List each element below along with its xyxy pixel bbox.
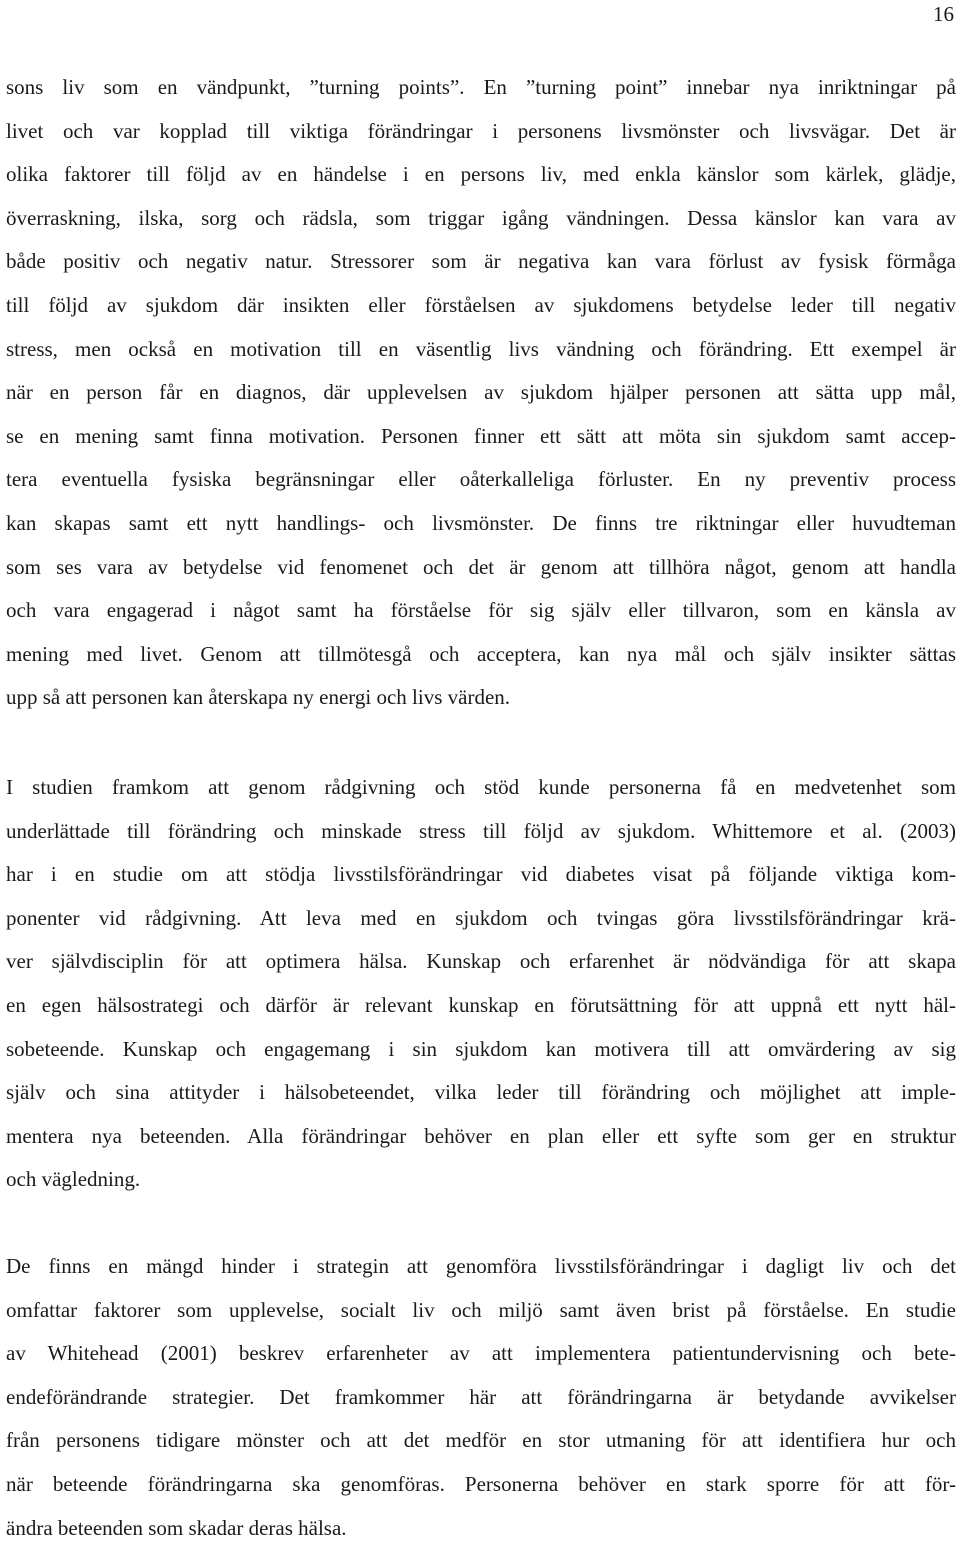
text-line: överraskning, ilska, sorg och rädsla, som triggar igång vändningen. Dessa känslor kan vara av: [6, 205, 956, 230]
text-line: mening med livet. Genom att tillmötesgå och acceptera, kan nya mål och själv insikter sättas: [6, 641, 956, 666]
paragraph-2: [6, 766, 956, 1202]
text-line: har i en studie om att stödja livsstilsförändringar vid diabetes visat på följande viktiga kom-: [6, 862, 956, 887]
text-line: endeförändrande strategier. Det framkommer här att förändringarna är betydande avvikelser: [6, 1384, 956, 1409]
text-line: underlättade till förändring och minskade stress till följd av sjukdom. Whittemore et al. (2003): [6, 818, 956, 843]
text-line: av Whitehead (2001) beskrev erfarenheter av att implementera patientundervisning och bete-: [6, 1341, 956, 1366]
text-line: ponenter vid rådgivning. Att leva med en sjukdom och tvingas göra livsstilsförändringar krä-: [6, 905, 956, 930]
text-line: stress, men också en motivation till en väsentlig livs vändning och förändring. Ett exempel är: [6, 336, 956, 361]
text-line: när en person får en diagnos, där upplevelsen av sjukdom hjälper personen att sätta upp mål,: [6, 380, 956, 405]
text-line: ändra beteenden som skadar deras hälsa.: [6, 1515, 347, 1540]
text-line: både positiv och negativ natur. Stressorer som är negativa kan vara förlust av fysisk förmåga: [6, 249, 956, 274]
page-number: 16: [933, 2, 954, 26]
text-line: själv och sina attityder i hälsobeteendet, vilka leder till förändring och möjlighet att imple-: [6, 1080, 956, 1105]
text-line: en egen hälsostrategi och därför är relevant kunskap en förutsättning för att uppnå ett nytt häl-: [6, 992, 956, 1017]
text-line: De finns en mängd hinder i strategin att genomföra livsstilsförändringar i dagligt liv och det: [6, 1254, 956, 1278]
text-line: och vägledning.: [6, 1167, 141, 1192]
text-line: när beteende förändringarna ska genomföras. Personerna behöver en stark sporre för att för-: [6, 1471, 956, 1496]
text-line: till följd av sjukdom där insikten eller förståelsen av sjukdomens betydelse leder till negativ: [6, 292, 956, 317]
text-line: I studien framkom att genom rådgivning och stöd kunde personerna få en medvetenhet som: [6, 775, 956, 799]
text-line: olika faktorer till följd av en händelse i en persons liv, med enkla känslor som kärlek, glädje,: [6, 162, 956, 187]
text-line: sobeteende. Kunskap och engagemang i sin sjukdom kan motivera till att omvärdering av sig: [6, 1036, 956, 1061]
text-line: kan skapas samt ett nytt handlings- och livsmönster. De finns tre riktningar eller huvudteman: [6, 510, 956, 535]
text-line: mentera nya beteenden. Alla förändringar behöver en plan eller ett syfte som ger en struktur: [6, 1123, 956, 1148]
text-line: ver självdisciplin för att optimera hälsa. Kunskap och erfarenhet är nödvändiga för att skapa: [6, 949, 956, 974]
text-line: från personens tidigare mönster och att det medför en stor utmaning för att identifiera hur och: [6, 1428, 956, 1453]
text-line: upp så att personen kan återskapa ny energi och livs värden.: [6, 685, 511, 710]
text-line: se en mening samt finna motivation. Personen finner ett sätt att möta sin sjukdom samt accep-: [6, 423, 956, 448]
paragraph-1: [6, 66, 956, 720]
text-line: omfattar faktorer som upplevelse, socialt liv och miljö samt även brist på förståelse. En studie: [6, 1297, 956, 1322]
text-line: som ses vara av betydelse vid fenomenet och det är genom att tillhöra något, genom att handla: [6, 554, 956, 579]
text-line: sons liv som en vändpunkt, ”turning points”. En ”turning point” innebar nya inriktningar på: [6, 75, 956, 99]
text-line: och vara engagerad i något samt ha förståelse för sig själv eller tillvaron, som en känsla av: [6, 598, 956, 623]
text-line: tera eventuella fysiska begränsningar eller oåterkalleliga förluster. En ny preventiv process: [6, 467, 956, 492]
paragraph-3: [6, 1245, 956, 1550]
text-line: livet och var kopplad till viktiga förändringar i personens livsmönster och livsvägar. Det är: [6, 118, 956, 143]
